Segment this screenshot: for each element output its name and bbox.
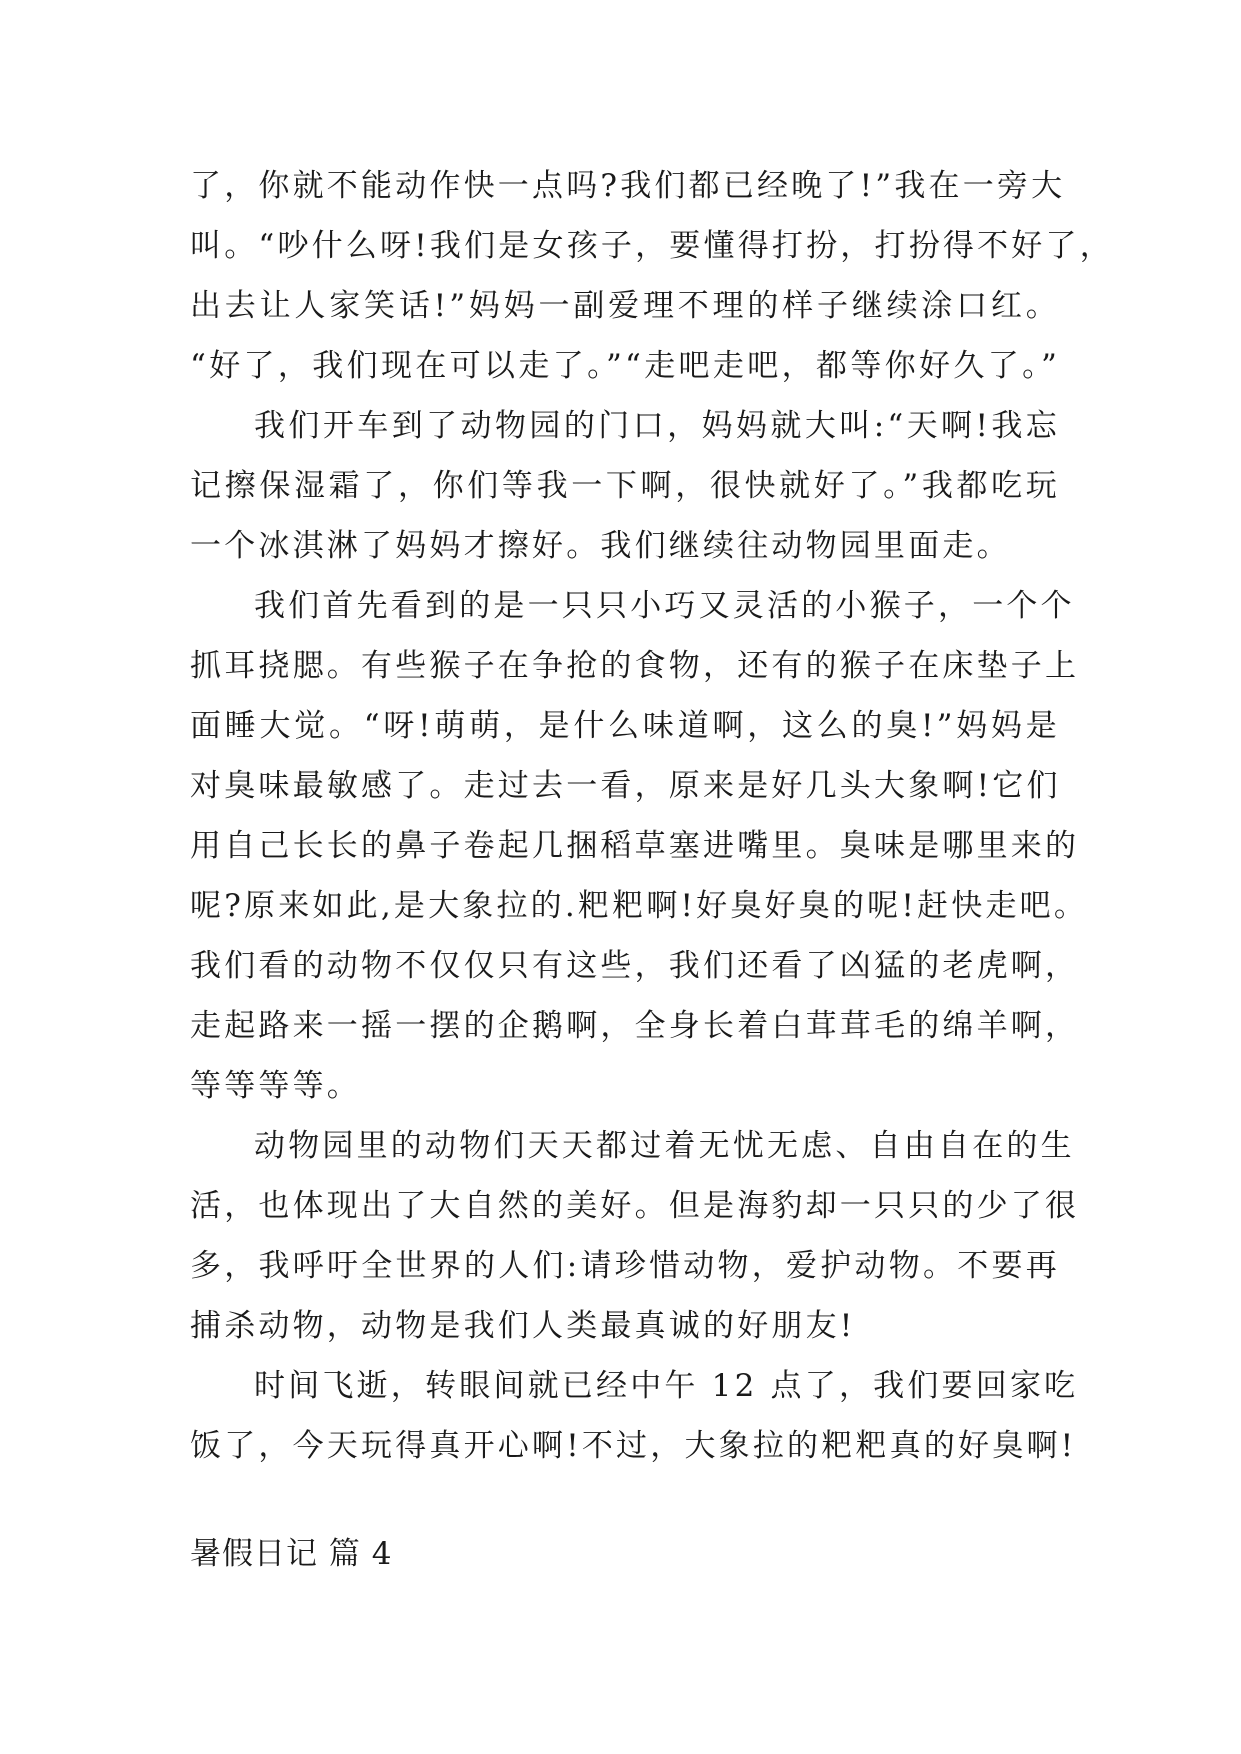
body-text [190,156,1114,1476]
text-line-content: 等等等等。 [190,1068,361,1104]
text-line [190,576,1075,636]
text-line-content: 我们首先看到的是一只只小巧又灵活的小猴子，一个个 [254,588,1075,624]
text-line [190,1236,1060,1296]
text-line [190,1296,1060,1356]
text-line-content: 活，也体现出了大自然的美好。但是海豹却一只只的少了很 [190,1188,1080,1224]
text-line [190,636,1080,696]
text-line [190,756,1060,816]
text-line-content: 一个冰淇淋了妈妈才擦好。我们继续往动物园里面走。 [190,528,1011,564]
text-line-content: 饭了，今天玩得真开心啊!不过，大象拉的粑粑真的好臭啊! [190,1428,1077,1464]
text-line [190,1416,1077,1476]
text-line-content: 我们开车到了动物园的门口，妈妈就大叫:“天啊!我忘 [254,408,1060,444]
text-line [190,396,1060,456]
text-line [190,996,1080,1056]
text-line-content: 出去让人家笑话!”妈妈一副爱理不理的样子继续涂口红。 [190,288,1060,324]
text-line [190,216,1114,276]
text-line [190,936,1080,996]
text-line-content: “好了，我们现在可以走了。”“走吧走吧，都等你好久了。” [190,348,1060,384]
text-line [190,276,1060,336]
text-line [190,816,1080,876]
text-line-content: 走起路来一摇一摆的企鹅啊，全身长着白茸茸毛的绵羊啊， [190,1008,1080,1044]
text-line [190,1176,1080,1236]
text-line-content: 对臭味最敏感了。走过去一看，原来是好几头大象啊!它们 [190,768,1061,804]
text-line-content: 用自己长长的鼻子卷起几捆稻草塞进嘴里。臭味是哪里来的 [190,828,1080,864]
text-line [190,156,1066,216]
text-line [190,1056,1060,1116]
text-line [190,1116,1075,1176]
text-line-content: 面睡大觉。“呀!萌萌，是什么味道啊，这么的臭!”妈妈是 [190,708,1060,744]
text-line-content: 多，我呼吁全世界的人们:请珍惜动物，爱护动物。不要再 [190,1248,1060,1284]
text-line [190,876,1089,936]
text-line-content: 记擦保湿霜了，你们等我一下啊，很快就好了。”我都吃玩 [190,468,1060,504]
text-line-content: 动物园里的动物们天天都过着无忧无虑、自由自在的生 [254,1128,1075,1164]
text-line [190,696,1060,756]
text-line-content: 抓耳挠腮。有些猴子在争抢的食物，还有的猴子在床垫子上 [190,648,1080,684]
text-line-content: 我们看的动物不仅仅只有这些，我们还看了凶猛的老虎啊， [190,948,1080,984]
text-line-content: 呢?原来如此,是大象拉的.粑粑啊!好臭好臭的呢!赶快走吧。 [190,888,1089,924]
text-line-content: 捕杀动物，动物是我们人类最真诚的好朋友! [190,1308,856,1344]
text-line [190,1356,1079,1416]
document-page [190,156,1114,1584]
text-line [190,336,1060,396]
text-line-content: 了，你就不能动作快一点吗?我们都已经晚了!”我在一旁大 [190,168,1066,204]
text-line [190,516,1060,576]
text-line-content: 叫。“吵什么呀!我们是女孩子，要懂得打扮，打扮得不好了， [190,228,1114,264]
text-line [190,456,1060,516]
text-line-content: 时间飞逝，转眼间就已经中午 12 点了，我们要回家吃 [254,1368,1079,1404]
section-heading: 暑假日记 篇 4 [190,1536,393,1572]
